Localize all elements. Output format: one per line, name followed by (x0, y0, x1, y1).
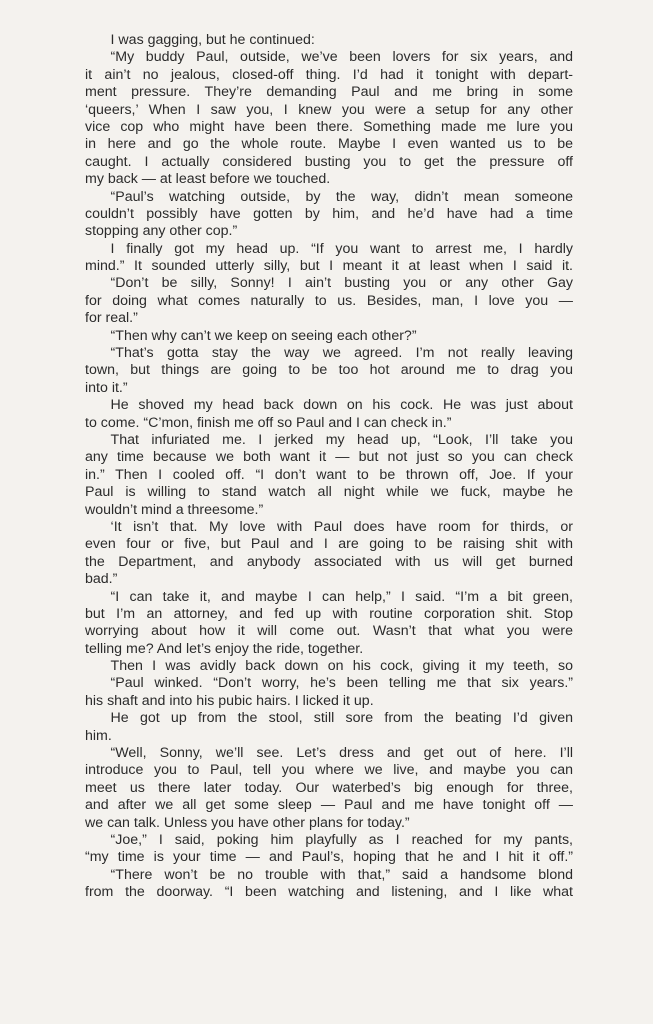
text-line: introduce you to Paul, tell you where we live, and maybe you can (85, 762, 573, 779)
text-line: “Well, Sonny, we’ll see. Let’s dress and get out of here. I’ll (110, 745, 573, 762)
text-line: telling me? And let’s enjoy the ride, together. (85, 640, 364, 657)
text-line: his shaft and into his pubic hairs. I licked it up. (85, 692, 374, 709)
text-line: “Joe,” I said, poking him playfully as I reached for my pants, (110, 831, 573, 848)
text-line: even four or five, but Paul and I are going to be raising shit with (85, 536, 573, 553)
text-line: ment pressure. They’re demanding Paul and me bring in some (85, 84, 573, 101)
text-line: for real.” (85, 310, 138, 327)
text-line: couldn’t possibly have gotten by him, and he’d have had a time (85, 205, 573, 222)
text-line: He got up from the stool, still sore from the beating I’d given (110, 710, 573, 727)
text-line: town, but things are going to be too hot around me to drag you (85, 362, 573, 379)
text-line: worrying about how it will come out. Wasn’t that what you were (85, 623, 573, 640)
text-line: Paul is willing to stand watch all night while we fuck, maybe he (85, 484, 573, 501)
text-line: “Don’t be silly, Sonny! I ain’t busting you or any other Gay (110, 275, 573, 292)
text-line: “That’s gotta stay the way we agreed. I’m not really leaving (110, 345, 573, 362)
text-line: ‘It isn’t that. My love with Paul does have room for thirds, or (110, 518, 573, 535)
text-line: from the doorway. “I been watching and listening, and I like what (85, 884, 573, 901)
text-line: ‘queers,’ When I saw you, I knew you were a setup for any other (85, 101, 573, 118)
text-line: stopping any other cop.” (85, 223, 238, 240)
text-line: “There won’t be no trouble with that,” said a handsome blond (110, 866, 573, 883)
text-line: “my time is your time — and Paul’s, hoping that he and I hit it off.” (85, 849, 573, 866)
text-line: Then I was avidly back down on his cock, giving it my teeth, so (110, 658, 573, 675)
text-line: That infuriated me. I jerked my head up, “Look, I’ll take you (110, 431, 573, 448)
text-line: we can talk. Unless you have other plans for today.” (85, 814, 410, 831)
body-text (85, 32, 573, 902)
text-line: for doing what comes naturally to us. Besides, man, I love you — (85, 292, 573, 309)
text-line: meet us there later today. Our waterbed’s big enough for three, (85, 779, 573, 796)
text-line: “Paul’s watching outside, by the way, didn’t mean someone (110, 188, 573, 205)
text-line: wouldn’t mind a threesome.” (85, 501, 264, 518)
text-line: He shoved my head back down on his cock. He was just about (110, 397, 573, 414)
text-line: “Paul winked. “Don’t worry, he’s been telling me that six years.” (110, 675, 573, 692)
text-line: I was gagging, but he continued: (110, 32, 315, 48)
text-line: but I’m an attorney, and fed up with routine corporation shit. Stop (85, 605, 573, 622)
text-line: bad.” (85, 571, 118, 588)
text-line: I finally got my head up. “If you want to arrest me, I hardly (110, 240, 573, 257)
text-line: and after we all get some sleep — Paul and me have tonight off — (85, 797, 573, 814)
text-line: any time because we both want it — but not just so you can check (85, 449, 573, 466)
text-line: to come. “C’mon, finish me off so Paul and I can check in.” (85, 414, 452, 431)
text-line: in here and go the whole route. Maybe I even wanted us to be (85, 136, 573, 153)
text-line: “My buddy Paul, outside, we’ve been lovers for six years, and (110, 49, 573, 66)
text-line: in.” Then I cooled off. “I don’t want to be thrown off, Joe. If your (85, 466, 573, 483)
text-line: into it.” (85, 379, 128, 396)
text-line: the Department, and anybody associated with us will get burned (85, 553, 573, 570)
text-line: vice cop who might have been there. Something made me lure you (85, 118, 573, 135)
text-line: my back — at least before we touched. (85, 171, 331, 188)
text-line: “Then why can’t we keep on seeing each other?” (110, 327, 417, 344)
text-line: it ain’t no jealous, closed-off thing. I’d had it tonight with depart- (85, 66, 573, 83)
text-line: mind.” It sounded utterly silly, but I meant it at least when I said it. (85, 258, 573, 275)
text-line: him. (85, 727, 112, 744)
text-line: “I can take it, and maybe I can help,” I said. “I’m a bit green, (110, 588, 573, 605)
text-line: caught. I actually considered busting you to get the pressure off (85, 153, 573, 170)
